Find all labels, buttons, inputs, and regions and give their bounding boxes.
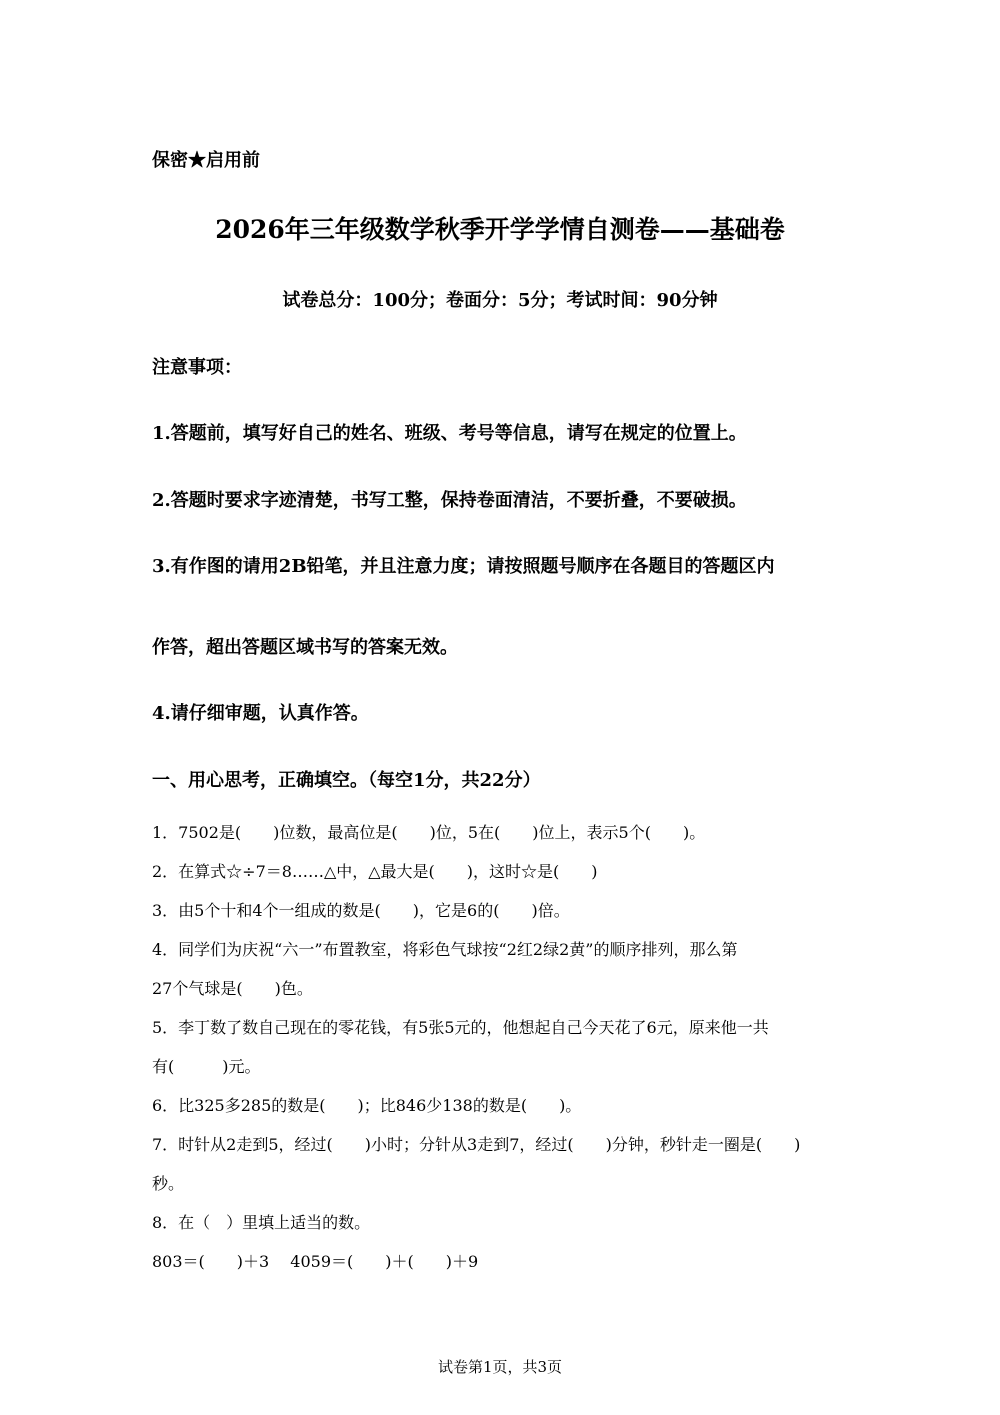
score-info: 试卷总分：100分；卷面分：5分；考试时间：90分钟 <box>282 290 718 311</box>
question-line: 有( )元。 <box>152 1057 261 1076</box>
question-line: 4．同学们为庆祝“六一”布置教室，将彩色气球按“2红2绿2黄”的顺序排列，那么第 <box>152 940 738 959</box>
notice-heading: 注意事项： <box>152 357 242 378</box>
notice-item-4: 4.请仔细审题，认真作答。 <box>152 703 369 724</box>
notice-item-1: 1.答题前，填写好自己的姓名、班级、考号等信息，请写在规定的位置上。 <box>152 423 747 444</box>
question-line: 1．7502是( )位数，最高位是( )位，5在( )位上，表示5个( )。 <box>152 823 706 842</box>
question-line: 6．比325多285的数是( )；比846少138的数是( )。 <box>152 1096 582 1115</box>
question-line: 7．时针从2走到5，经过( )小时；分针从3走到7，经过( )分钟，秒针走一圈是( ) <box>152 1135 801 1154</box>
notice-item-2: 2.答题时要求字迹清楚，书写工整，保持卷面清洁，不要折叠，不要破损。 <box>152 490 747 511</box>
question-line: 27个气球是( )色。 <box>152 979 313 998</box>
notice-item-3: 3.有作图的请用2B铅笔，并且注意力度；请按照题号顺序在各题目的答题区内 <box>152 556 775 577</box>
question-line: 2．在算式☆÷7＝8……△中，△最大是( )，这时☆是( ) <box>152 862 598 881</box>
question-line: 803＝( )＋3 4059＝( )＋( )＋9 <box>152 1252 479 1271</box>
question-line: 5．李丁数了数自己现在的零花钱，有5张5元的，他想起自己今天花了6元，原来他一共 <box>152 1018 769 1037</box>
page-footer: 试卷第1页，共3页 <box>437 1358 563 1376</box>
question-line: 8．在（ ）里填上适当的数。 <box>152 1213 371 1232</box>
page-title: 2026年三年级数学秋季开学学情自测卷——基础卷 <box>215 215 785 244</box>
section-heading: 一、用心思考，正确填空。（每空1分，共22分） <box>152 770 541 791</box>
confidential-label: 保密★启用前 <box>152 150 260 171</box>
question-line: 3．由5个十和4个一组成的数是( )，它是6的( )倍。 <box>152 901 570 920</box>
notice-item-3-cont: 作答，超出答题区域书写的答案无效。 <box>152 637 458 658</box>
question-line: 秒。 <box>152 1174 185 1193</box>
